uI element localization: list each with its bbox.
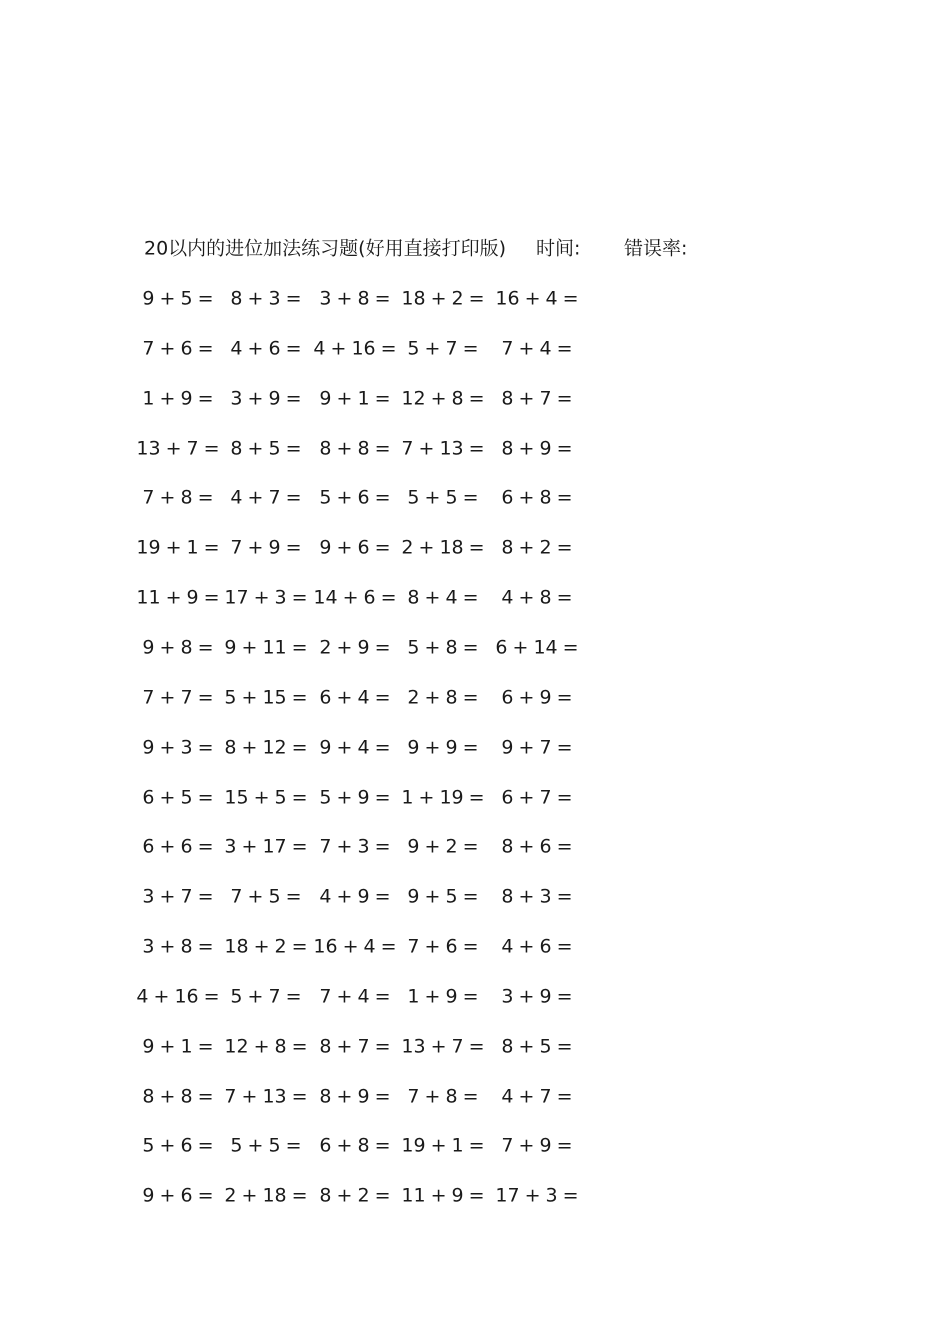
addition-problem: 4 + 16 =: [136, 985, 220, 1008]
addition-problem: 17 + 3 =: [224, 586, 308, 609]
addition-problem: 13 + 7 =: [136, 437, 220, 460]
addition-problem: 7 + 8 =: [407, 1085, 479, 1108]
addition-problem: 9 + 5 =: [142, 287, 214, 310]
addition-problem: 7 + 5 =: [230, 885, 302, 908]
addition-problem: 9 + 1 =: [142, 1035, 214, 1058]
addition-problem: 18 + 2 =: [401, 287, 485, 310]
addition-problem: 3 + 8 =: [142, 935, 214, 958]
addition-problem: 14 + 6 =: [313, 586, 397, 609]
addition-problem: 12 + 8 =: [401, 387, 485, 410]
addition-problem: 4 + 6 =: [230, 337, 302, 360]
addition-problem: 3 + 17 =: [224, 835, 308, 858]
addition-problem: 3 + 9 =: [501, 985, 573, 1008]
addition-problem: 6 + 8 =: [501, 486, 573, 509]
addition-problem: 8 + 3 =: [501, 885, 573, 908]
addition-problem: 8 + 8 =: [142, 1085, 214, 1108]
addition-problem: 2 + 18 =: [224, 1184, 308, 1207]
addition-problem: 2 + 8 =: [407, 686, 479, 709]
addition-problem: 19 + 1 =: [136, 536, 220, 559]
addition-problem: 9 + 1 =: [319, 387, 391, 410]
addition-problem: 4 + 9 =: [319, 885, 391, 908]
addition-problem: 1 + 19 =: [401, 786, 485, 808]
addition-problem: 11 + 9 =: [401, 1184, 485, 1207]
addition-problem: 9 + 2 =: [407, 835, 479, 858]
addition-problem: 8 + 8 =: [319, 437, 391, 460]
addition-problem: 3 + 9 =: [230, 387, 302, 410]
addition-problem: 8 + 9 =: [319, 1085, 391, 1108]
addition-problem: 8 + 5 =: [230, 437, 302, 460]
addition-problem: 3 + 7 =: [142, 885, 214, 908]
addition-problem: 7 + 13 =: [224, 1085, 308, 1108]
addition-problem: 7 + 6 =: [407, 935, 479, 958]
addition-problem: 17 + 3 =: [495, 1184, 579, 1207]
addition-problem: 9 + 7 =: [501, 736, 573, 759]
addition-problem: 7 + 4 =: [501, 337, 573, 360]
addition-problem: 2 + 18 =: [401, 536, 485, 559]
addition-problem: 7 + 7 =: [142, 686, 214, 709]
addition-problem: 4 + 8 =: [501, 586, 573, 609]
addition-problem: 8 + 5 =: [501, 1035, 573, 1058]
addition-problem: 1 + 9 =: [142, 387, 214, 410]
addition-problem: 16 + 4 =: [313, 935, 397, 958]
addition-problem: 19 + 1 =: [401, 1134, 485, 1157]
time-label: 时间:: [536, 237, 581, 260]
addition-problem: 7 + 13 =: [401, 437, 485, 460]
addition-problem: 12 + 8 =: [224, 1035, 308, 1058]
worksheet-title: 20以内的进位加法练习题(好用直接打印版): [144, 237, 507, 260]
addition-problem: 4 + 7 =: [501, 1085, 573, 1108]
addition-problem: 5 + 8 =: [407, 636, 479, 659]
addition-problem: 7 + 9 =: [230, 536, 302, 559]
addition-problem: 4 + 7 =: [230, 486, 302, 509]
addition-problem: 4 + 6 =: [501, 935, 573, 958]
addition-problem: 6 + 8 =: [319, 1134, 391, 1157]
addition-problem: 5 + 7 =: [230, 985, 302, 1008]
addition-problem: 6 + 14 =: [495, 636, 579, 659]
addition-problem: 8 + 7 =: [501, 387, 573, 410]
addition-problem: 7 + 8 =: [142, 486, 214, 509]
addition-problem: 5 + 5 =: [230, 1134, 302, 1157]
addition-problem: 5 + 6 =: [142, 1134, 214, 1157]
addition-problem: 9 + 3 =: [142, 736, 214, 759]
addition-problem: 5 + 15 =: [224, 686, 308, 709]
addition-problem: 9 + 6 =: [319, 536, 391, 559]
addition-problem: 9 + 11 =: [224, 636, 308, 659]
addition-problem: 8 + 2 =: [319, 1184, 391, 1207]
addition-problem: 5 + 9 =: [319, 786, 391, 808]
addition-problem: 6 + 7 =: [501, 786, 573, 808]
addition-problem: 9 + 9 =: [407, 736, 479, 759]
addition-problem: 5 + 6 =: [319, 486, 391, 509]
addition-problem: 6 + 9 =: [501, 686, 573, 709]
addition-problem: 3 + 8 =: [319, 287, 391, 310]
addition-problem: 7 + 6 =: [142, 337, 214, 360]
addition-problem: 11 + 9 =: [136, 586, 220, 609]
addition-problem: 8 + 12 =: [224, 736, 308, 759]
addition-problem: 15 + 5 =: [224, 786, 308, 808]
addition-problem: 1 + 9 =: [407, 985, 479, 1008]
addition-problem: 13 + 7 =: [401, 1035, 485, 1058]
addition-problem: 2 + 9 =: [319, 636, 391, 659]
addition-problem: 9 + 5 =: [407, 885, 479, 908]
addition-problem: 8 + 4 =: [407, 586, 479, 609]
addition-problem: 8 + 6 =: [501, 835, 573, 858]
addition-problem: 9 + 8 =: [142, 636, 214, 659]
addition-problem: 7 + 9 =: [501, 1134, 573, 1157]
addition-problem: 8 + 7 =: [319, 1035, 391, 1058]
addition-problem: 5 + 7 =: [407, 337, 479, 360]
addition-problem: 7 + 3 =: [319, 835, 391, 858]
addition-problem: 6 + 6 =: [142, 835, 214, 858]
addition-problem: 7 + 4 =: [319, 985, 391, 1008]
addition-problem: 6 + 5 =: [142, 786, 214, 808]
addition-problem: 8 + 2 =: [501, 536, 573, 559]
addition-problem: 5 + 5 =: [407, 486, 479, 509]
addition-problem: 16 + 4 =: [495, 287, 579, 310]
addition-problem: 9 + 6 =: [142, 1184, 214, 1207]
addition-problem: 4 + 16 =: [313, 337, 397, 360]
addition-problem: 9 + 4 =: [319, 736, 391, 759]
addition-problem: 18 + 2 =: [224, 935, 308, 958]
addition-problem: 8 + 9 =: [501, 437, 573, 460]
addition-problem: 8 + 3 =: [230, 287, 302, 310]
error-rate-label: 错误率:: [624, 237, 688, 260]
addition-problem: 6 + 4 =: [319, 686, 391, 709]
